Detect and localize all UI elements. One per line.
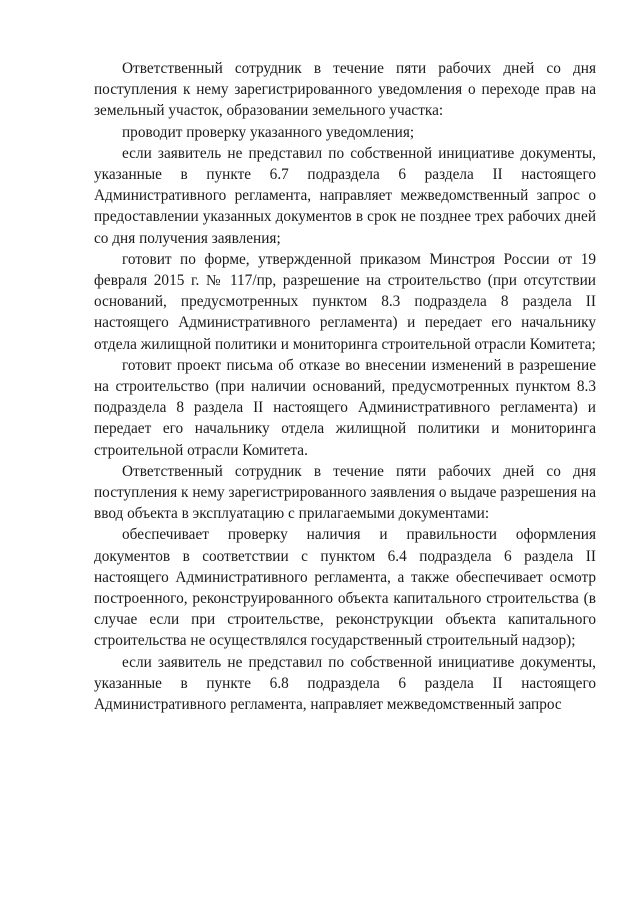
paragraph-prepare-permit: готовит по форме, утвержденной приказом Минстроя России от 19 февраля 2015 г. № 117/пр, разрешение на строительство (при отсутствии оснований, предусмотренных пунктом 8.3 подраздела 8 раздела II настоящего Административного регламента) и передает его начальнику отдела жилищной политики и мониторинга строительной отрасли Комитета; (94, 250, 596, 353)
document-body (94, 58, 596, 715)
paragraph-prepare-refusal: готовит проект письма об отказе во внесении изменений в разрешение на строительство (при наличии оснований, предусмотренных пунктом 8.3 подраздела 8 раздела II настоящего Административного регламента) и передает его начальнику отдела жилищной политики и мониторинга строительной отрасли Комитета. (94, 356, 596, 459)
paragraph-check-documents: обеспечивает проверку наличия и правильности оформления документов в соответствии с пунктом 6.4 подраздела 6 раздела II настоящего Административного регламента, а также обеспечивает осмотр построенного, реконструированного объекта капитального строительства (в случае если при строительстве, реконструкции объекта капитального строительства не осуществлялся государственный строительный надзор); (94, 526, 596, 650)
paragraph-commissioning-intro: Ответственный сотрудник в течение пяти рабочих дней со дня поступления к нему зарегистрированного заявления о выдаче разрешения на ввод объекта в эксплуатацию с прилагаемыми документами: (94, 462, 596, 523)
paragraph-interagency-request-6-7: если заявитель не представил по собственной инициативе документы, указанные в пункте 6.7 подраздела 6 раздела II настоящего Административного регламента, направляет межведомственный запрос о предоставлении указанных документов в срок не позднее трех рабочих дней со дня получения заявления; (94, 144, 596, 247)
paragraph-interagency-request-6-8: если заявитель не представил по собственной инициативе документы, указанные в пункте 6.8 подраздела 6 раздела II настоящего Административного регламента, направляет межведомственный запрос (94, 653, 596, 714)
paragraph-notice-intro: Ответственный сотрудник в течение пяти рабочих дней со дня поступления к нему зарегистрированного уведомления о переходе прав на земельный участок, образовании земельного участка: (94, 60, 596, 120)
paragraph-check-notice: проводит проверку указанного уведомления; (122, 123, 415, 141)
